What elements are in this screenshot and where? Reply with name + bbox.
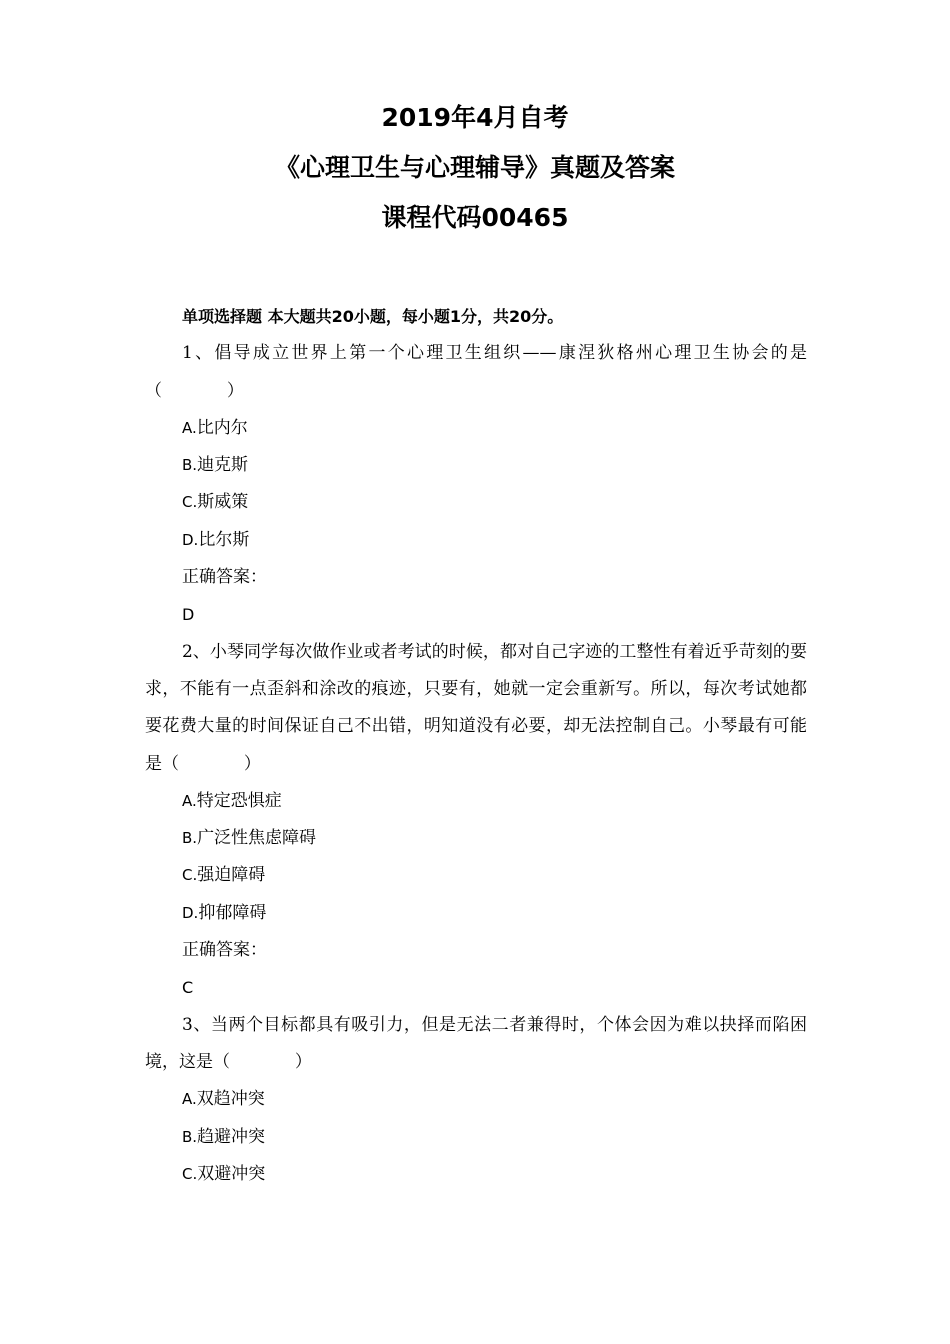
option-letter: C. (182, 1164, 198, 1183)
option-letter: D. (182, 530, 199, 549)
option-1c (145, 484, 807, 521)
option-1d (145, 522, 807, 559)
option-text: 强迫障碍 (197, 865, 266, 886)
question-2-stem: 2、小琴同学每次做作业或者考试的时候，都对自己字迹的工整性有着近乎苛刻的要求，不能有一点歪斜和涂改的痕迹，只要有，她就一定会重新写。所以，每次考试她都要花费大量的时间保证自己不出错，明知道没有必要，却无法控制自己。小琴最有可能是 (145, 641, 807, 774)
option-2c (145, 857, 807, 894)
option-text: 双趋冲突 (196, 1089, 265, 1110)
section-heading: 单项选择题 本大题共20小题，每小题1分，共20分。 (182, 307, 564, 326)
question-2-blank: （ ） (162, 753, 261, 774)
answer-label-2: 正确答案： (182, 940, 267, 961)
option-text: 趋避冲突 (197, 1126, 266, 1147)
option-letter: B. (182, 1127, 198, 1146)
option-2b (145, 820, 807, 857)
option-text: 比内尔 (196, 417, 248, 438)
exam-title-course: 《心理卫生与心理辅导》真题及答案 (274, 153, 675, 182)
option-text: 双避冲突 (197, 1163, 266, 1184)
exam-title-year: 2019年4月自考 (381, 103, 569, 132)
option-letter: B. (182, 456, 198, 475)
option-text: 斯威策 (197, 492, 249, 513)
option-text: 迪克斯 (197, 455, 249, 476)
option-text: 特定恐惧症 (196, 790, 282, 811)
option-letter: C. (182, 493, 198, 512)
option-text: 比尔斯 (198, 529, 250, 550)
option-2d (145, 895, 807, 932)
answer-label-1: 正确答案： (182, 567, 267, 588)
document-body (145, 298, 807, 1193)
question-1-blank: （ ） (145, 380, 244, 401)
question-3-stem: 3、当两个目标都具有吸引力，但是无法二者兼得时，个体会因为难以抉择而陷困境，这是 (145, 1014, 807, 1072)
option-3a (145, 1081, 807, 1118)
option-letter: C. (182, 866, 198, 885)
answer-value-2: C (182, 978, 194, 998)
answer-value-1: D (182, 605, 195, 625)
option-3b (145, 1119, 807, 1156)
option-3c (145, 1156, 807, 1193)
option-1b (145, 447, 807, 484)
option-text: 抑郁障碍 (198, 902, 267, 923)
option-2a (145, 783, 807, 820)
option-letter: D. (182, 903, 199, 922)
option-text: 广泛性焦虑障碍 (197, 828, 317, 849)
question-3 (145, 1007, 807, 1082)
option-letter: A. (182, 418, 197, 437)
option-letter: A. (182, 791, 197, 810)
option-letter: B. (182, 829, 198, 848)
question-3-blank: （ ） (213, 1051, 312, 1072)
question-2 (145, 634, 807, 783)
option-1a (145, 410, 807, 447)
question-1-stem: 1、倡导成立世界上第一个心理卫生组织——康涅狄格州心理卫生协会的是 (182, 343, 807, 364)
question-1 (145, 335, 807, 410)
exam-title-code: 课程代码00465 (381, 203, 569, 232)
option-letter: A. (182, 1090, 197, 1109)
